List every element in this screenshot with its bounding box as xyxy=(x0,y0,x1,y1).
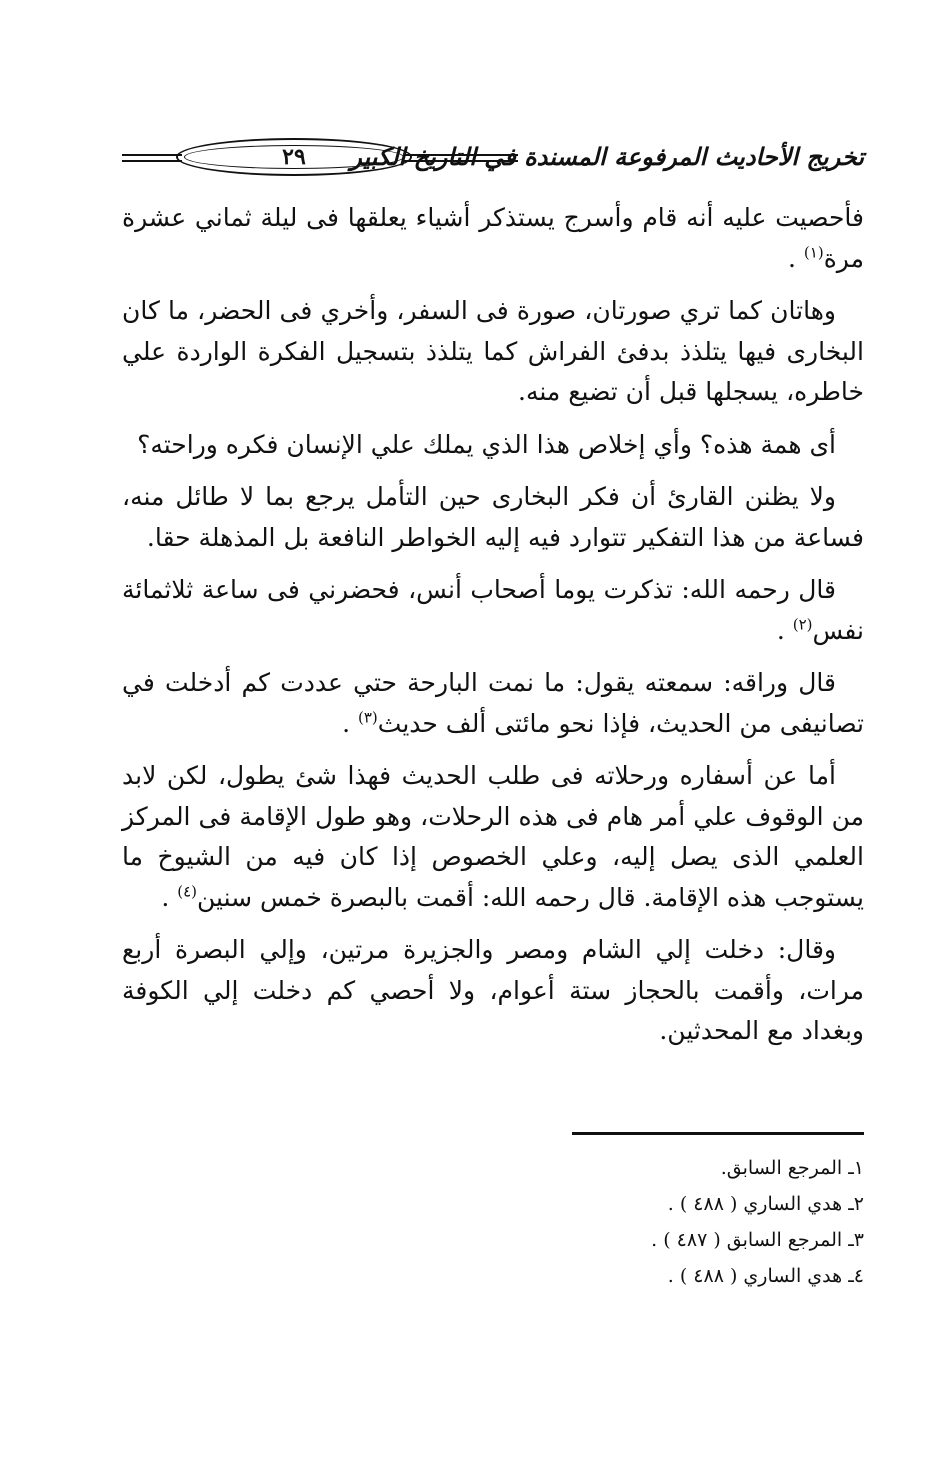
paragraph: وقال: دخلت إلي الشام ومصر والجزيرة مرتين، وإلي البصرة أربع مرات، وأقمت بالحجاز ستة أعوام، ولا أحصي كم دخلت إلي الكوفة وبغداد مع المحدثين. xyxy=(122,935,865,1045)
paragraph: قال وراقه: سمعته يقول: ما نمت البارحة حتي عددت كم أدخلت في تصانيفى من الحديث، فإذا نحو مائتى ألف حديث$^{(٣)}$ . xyxy=(122,668,864,738)
paragraph: وهاتان كما تري صورتان، صورة فى السفر، وأخري فى الحضر، ما كان البخارى فيها يتلذذ بدفئ الفراش كما يتلذذ بتسجيل الفكرة الواردة علي خاطره، يسجلها قبل أن تضيع منه. xyxy=(122,296,864,406)
footnote-separator xyxy=(572,1132,864,1135)
footnotes xyxy=(464,1150,864,1294)
paragraph: أى همة هذه؟ وأي إخلاص هذا الذي يملك علي الإنسان فكره وراحته؟ xyxy=(137,429,836,459)
header-rule xyxy=(122,160,182,162)
paragraph: قال رحمه الله: تذكرت يوما أصحاب أنس، فحضرني فى ساعة ثلاثمائة نفس$^{(٢)}$ . xyxy=(122,575,864,645)
footnote-ref: (٣) xyxy=(358,708,378,727)
footnote: ٢ـ هدي الساري ( ٤٨٨ ) . xyxy=(667,1193,864,1215)
paragraph: فأحصيت عليه أنه قام وأسرج يستذكر أشياء يعلقها فى ليلة ثماني عشرة مرة$^{(١)}$ . xyxy=(122,203,864,273)
footnote: ٣ـ المرجع السابق ( ٤٨٧ ) . xyxy=(651,1229,864,1251)
paragraph: ولا يظنن القارئ أن فكر البخارى حين التأمل يرجع بما لا طائل منه، فساعة من هذا التفكير تتوارد فيه إليه الخواطر النافعة بل المذهلة حقا. xyxy=(122,482,864,552)
book-title: تخريج الأحاديث المرفوعة المسندة في التاريخ الكبير xyxy=(350,142,864,171)
page-number: ٢٩ xyxy=(282,144,306,170)
header-rule xyxy=(122,154,182,156)
footnote-ref: (٤) xyxy=(177,882,197,901)
footnote-ref: (١) xyxy=(803,243,824,262)
main-text xyxy=(122,198,864,1064)
footnote-ref: (٢) xyxy=(792,615,813,634)
footnote: ٤ـ هدي الساري ( ٤٨٨ ) . xyxy=(667,1265,864,1287)
running-header xyxy=(122,134,864,186)
footnote: ١ـ المرجع السابق. xyxy=(720,1157,864,1179)
paragraph: أما عن أسفاره ورحلاته فى طلب الحديث فهذا شئ يطول، لكن لابد من الوقوف علي أمر هام فى هذه الرحلات، وهو طول الإقامة فى المركز العلمي الذى يصل إليه، وعلي الخصوص إذا كان فيه من الشيوخ ما يستوجب هذه الإقامة. قال رحمه الله: أقمت بالبصرة خمس سنين$^{(٤)}$ . xyxy=(122,761,864,912)
